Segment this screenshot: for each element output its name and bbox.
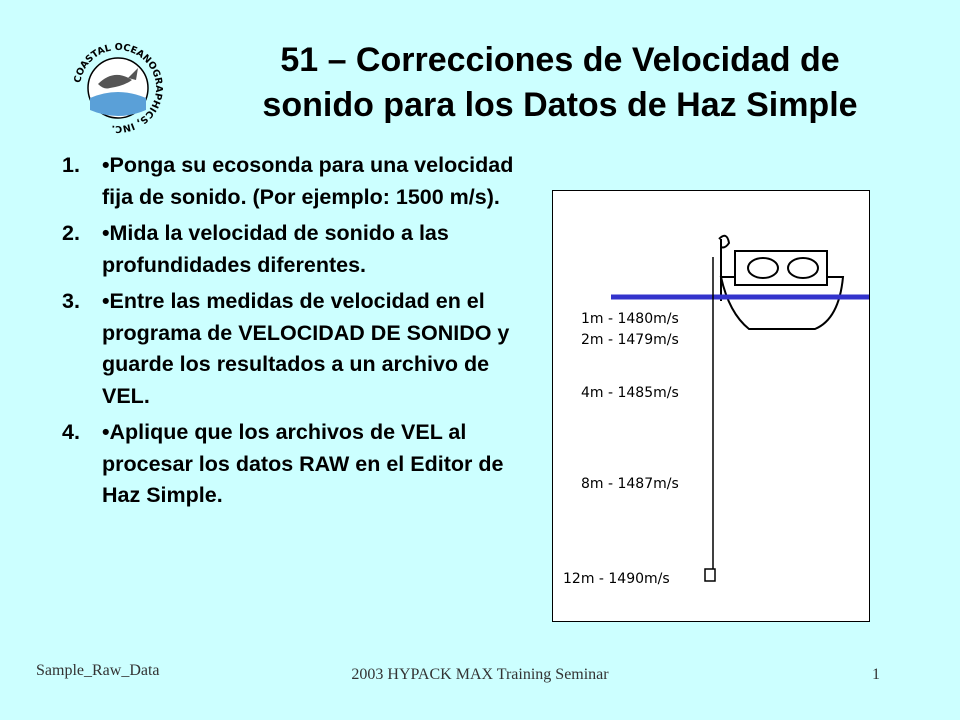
- step-text: •Aplique que los archivos de VEL al procesar los datos RAW en el Editor de Haz Simple.: [102, 420, 504, 507]
- step-item: [62, 286, 522, 412]
- step-text: •Ponga su ecosonda para una velocidad fija de sonido. (Por ejemplo: 1500 m/s).: [102, 153, 514, 209]
- slide-title: [200, 38, 920, 128]
- step-text: •Entre las medidas de velocidad en el programa de VELOCIDAD DE SONIDO y guarde los resultados a un archivo de VEL.: [102, 289, 510, 408]
- step-number: 2.: [62, 221, 80, 245]
- depth-label-4m: 4m - 1485m/s: [581, 385, 679, 401]
- step-text: •Mida la velocidad de sonido a las profundidades diferentes.: [102, 221, 449, 277]
- porthole-right: [788, 258, 818, 278]
- title-line-2: sonido para los Datos de Haz Simple: [262, 86, 858, 124]
- probe-sensor: [705, 569, 715, 581]
- logo-text: COASTAL OCEANOGRAPHICS, INC.: [72, 41, 165, 135]
- depth-label-2m: 2m - 1479m/s: [581, 332, 679, 348]
- step-number: 3.: [62, 289, 80, 313]
- step-item: [62, 417, 522, 512]
- page-number: 1: [872, 666, 880, 683]
- step-number: 4.: [62, 420, 80, 444]
- porthole-left: [748, 258, 778, 278]
- depth-label-1m: 1m - 1480m/s: [581, 311, 679, 327]
- footer-center: 2003 HYPACK MAX Training Seminar: [351, 666, 609, 683]
- step-number: 1.: [62, 153, 80, 177]
- company-logo: [58, 28, 178, 148]
- steps-list: [62, 150, 522, 517]
- step-item: [62, 150, 522, 213]
- sound-velocity-diagram: [552, 190, 870, 622]
- depth-label-8m: 8m - 1487m/s: [581, 476, 679, 492]
- footer-left: Sample_Raw_Data: [36, 662, 160, 679]
- depth-label-12m: 12m - 1490m/s: [563, 571, 670, 587]
- title-line-1: 51 – Correcciones de Velocidad de: [280, 41, 840, 79]
- step-item: [62, 218, 522, 281]
